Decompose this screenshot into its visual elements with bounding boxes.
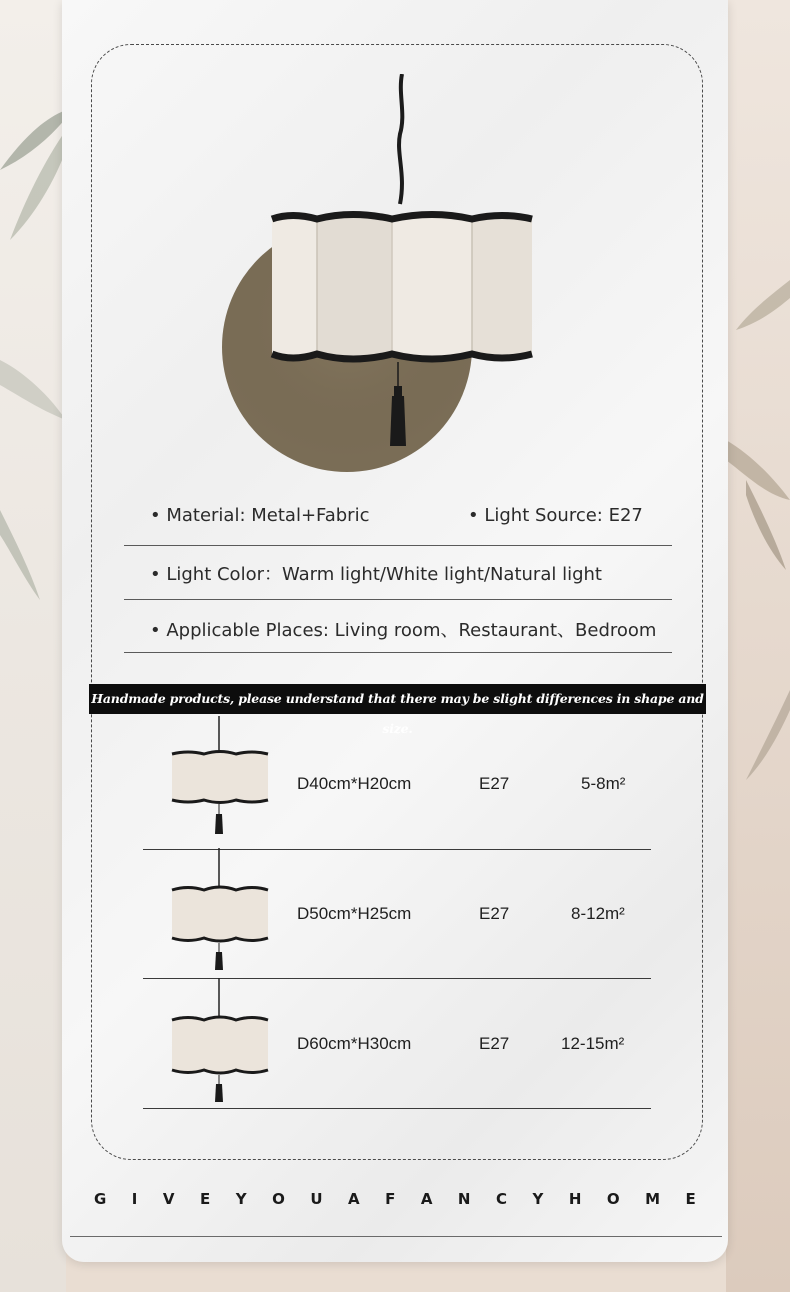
- size-row: [0, 716, 790, 846]
- footer-letter: N: [457, 1190, 471, 1208]
- size-socket: E27: [479, 1034, 510, 1053]
- lamp-thumbnail: [168, 848, 272, 972]
- footer-letter: V: [162, 1190, 175, 1208]
- footer-letter: Y: [532, 1190, 544, 1208]
- footer-letter: I: [131, 1190, 138, 1208]
- footer-letter: E: [199, 1190, 211, 1208]
- footer-letter: A: [420, 1190, 433, 1208]
- spec-divider: [124, 545, 672, 546]
- size-area: 8-12m²: [571, 904, 625, 923]
- size-row: [0, 848, 790, 978]
- spec-divider: [124, 652, 672, 653]
- spec-light-source: • Light Source: E27: [468, 505, 643, 526]
- footer-letter: E: [685, 1190, 696, 1208]
- lamp-thumbnail: [168, 978, 272, 1102]
- size-row: [0, 978, 790, 1108]
- size-socket: E27: [479, 774, 510, 793]
- lamp-thumbnail: [168, 716, 272, 840]
- footer-letter: F: [385, 1190, 396, 1208]
- bamboo-leaf-decoration-left: [0, 40, 66, 640]
- handmade-notice-banner: Handmade products, please understand that there may be slight differences in shape and size.: [89, 684, 706, 714]
- footer-letter: C: [495, 1190, 507, 1208]
- footer-letter: Y: [235, 1190, 247, 1208]
- footer-letter: H: [568, 1190, 582, 1208]
- size-dimension: D60cm*H30cm: [297, 1034, 412, 1053]
- footer-letter: A: [347, 1190, 360, 1208]
- footer-letter: M: [645, 1190, 661, 1208]
- footer-letter: O: [272, 1190, 285, 1208]
- pendant-lamp-illustration: [262, 74, 542, 454]
- size-area: 12-15m²: [561, 1034, 625, 1053]
- footer-letter: O: [606, 1190, 620, 1208]
- size-area: 5-8m²: [581, 774, 626, 793]
- size-socket: E27: [479, 904, 510, 923]
- footer-slogan: [62, 1190, 728, 1208]
- footer-divider: [70, 1236, 722, 1237]
- row-divider: [143, 1108, 651, 1109]
- spec-light-color: • Light Color：Warm light/White light/Natural light: [150, 564, 602, 585]
- footer-letter: G: [94, 1190, 107, 1208]
- spec-material: • Material: Metal+Fabric: [150, 505, 370, 526]
- spec-divider: [124, 599, 672, 600]
- spec-applicable-places: • Applicable Places: Living room、Restaurant、Bedroom: [150, 620, 657, 641]
- footer-letter: U: [310, 1190, 323, 1208]
- size-dimension: D40cm*H20cm: [297, 774, 412, 793]
- size-dimension: D50cm*H25cm: [297, 904, 412, 923]
